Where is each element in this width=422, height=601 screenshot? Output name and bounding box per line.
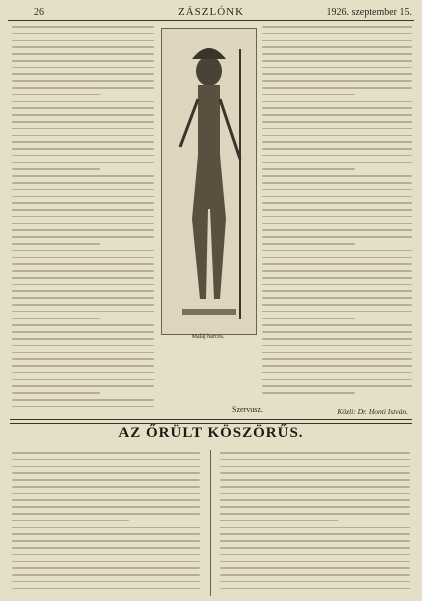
text-line-placeholder <box>12 141 154 143</box>
text-line-placeholder <box>12 250 154 252</box>
text-line-placeholder <box>12 148 154 150</box>
text-line-placeholder <box>262 311 412 313</box>
text-line-placeholder <box>12 399 154 401</box>
text-line-placeholder <box>220 486 410 488</box>
text-line-placeholder <box>220 452 410 454</box>
text-line-placeholder <box>262 101 412 103</box>
page-number: 26 <box>34 7 44 18</box>
text-line-placeholder <box>12 574 200 576</box>
text-line-placeholder <box>12 155 154 157</box>
text-line-placeholder <box>262 338 412 340</box>
text-line-placeholder <box>12 479 200 481</box>
text-column-bottom-right <box>220 452 410 594</box>
illustration-caption: Maláj harcos. <box>191 334 225 340</box>
text-line-placeholder <box>262 73 412 75</box>
text-line-placeholder <box>220 527 410 529</box>
text-line-placeholder <box>262 304 412 306</box>
text-line-placeholder <box>12 372 154 374</box>
text-line-placeholder <box>262 202 412 204</box>
text-line-placeholder <box>12 297 154 299</box>
text-line-placeholder <box>262 53 412 55</box>
text-line-placeholder <box>12 168 100 170</box>
text-line-placeholder <box>12 352 154 354</box>
text-line-placeholder <box>262 209 412 211</box>
text-line-placeholder <box>262 148 412 150</box>
text-line-placeholder <box>220 499 410 501</box>
text-line-placeholder <box>12 114 154 116</box>
text-line-placeholder <box>12 324 154 326</box>
text-line-placeholder <box>220 472 410 474</box>
text-line-placeholder <box>262 46 412 48</box>
text-line-placeholder <box>12 588 200 590</box>
text-line-placeholder <box>12 493 200 495</box>
text-line-placeholder <box>12 392 100 394</box>
warrior-figure-icon <box>162 29 256 334</box>
text-line-placeholder <box>12 486 200 488</box>
text-line-placeholder <box>220 561 410 563</box>
text-line-placeholder <box>262 121 412 123</box>
text-line-placeholder <box>220 506 410 508</box>
text-line-placeholder <box>220 459 410 461</box>
text-line-placeholder <box>12 162 154 164</box>
text-line-placeholder <box>12 101 154 103</box>
text-line-placeholder <box>262 135 412 137</box>
text-line-placeholder <box>12 527 200 529</box>
text-line-placeholder <box>262 365 412 367</box>
text-line-placeholder <box>12 561 200 563</box>
text-line-placeholder <box>220 574 410 576</box>
text-line-placeholder <box>262 392 355 394</box>
text-line-placeholder <box>12 189 154 191</box>
text-line-placeholder <box>262 352 412 354</box>
text-line-placeholder <box>220 513 410 515</box>
text-line-placeholder <box>262 26 412 28</box>
text-line-placeholder <box>12 459 200 461</box>
column-rule <box>210 450 211 596</box>
text-line-placeholder <box>220 567 410 569</box>
text-column-bottom-left <box>12 452 200 594</box>
text-line-placeholder <box>262 318 355 320</box>
text-line-placeholder <box>262 277 412 279</box>
text-line-placeholder <box>262 331 412 333</box>
text-line-placeholder <box>262 297 412 299</box>
text-line-placeholder <box>12 581 200 583</box>
text-line-placeholder <box>12 520 129 522</box>
text-line-placeholder <box>12 270 154 272</box>
text-line-placeholder <box>262 263 412 265</box>
text-line-placeholder <box>220 520 338 522</box>
text-line-placeholder <box>12 379 154 381</box>
text-line-placeholder <box>262 223 412 225</box>
running-header <box>8 6 414 21</box>
text-line-placeholder <box>262 358 412 360</box>
text-line-placeholder <box>12 554 200 556</box>
text-line-placeholder <box>12 345 154 347</box>
text-line-placeholder <box>262 114 412 116</box>
text-line-placeholder <box>12 406 154 408</box>
text-line-placeholder <box>220 540 410 542</box>
text-line-placeholder <box>12 80 154 82</box>
text-line-placeholder <box>12 128 154 130</box>
text-line-placeholder <box>12 547 200 549</box>
text-line-placeholder <box>12 209 154 211</box>
article-headline: AZ ŐRÜLT KÖSZÖRŰS. <box>118 425 304 441</box>
text-line-placeholder <box>12 567 200 569</box>
section-divider <box>10 419 412 424</box>
text-line-placeholder <box>12 290 154 292</box>
text-line-placeholder <box>262 372 412 374</box>
signoff: Szervusz. <box>232 405 263 414</box>
text-line-placeholder <box>220 554 410 556</box>
text-line-placeholder <box>12 311 154 313</box>
text-line-placeholder <box>12 40 154 42</box>
text-line-placeholder <box>12 196 154 198</box>
text-line-placeholder <box>262 236 412 238</box>
text-line-placeholder <box>262 155 412 157</box>
text-line-placeholder <box>12 94 100 96</box>
text-line-placeholder <box>262 94 355 96</box>
text-line-placeholder <box>12 216 154 218</box>
text-line-placeholder <box>12 243 100 245</box>
author-credit: Közli: Dr. Honti István. <box>337 407 408 416</box>
text-line-placeholder <box>262 107 412 109</box>
text-line-placeholder <box>12 263 154 265</box>
issue-date: 1926. szeptember 15. <box>326 7 412 18</box>
text-line-placeholder <box>262 40 412 42</box>
text-line-placeholder <box>262 196 412 198</box>
text-line-placeholder <box>220 581 410 583</box>
text-line-placeholder <box>262 175 412 177</box>
text-line-placeholder <box>12 26 154 28</box>
masthead: ZÁSZLÓNK <box>177 6 245 18</box>
text-line-placeholder <box>12 53 154 55</box>
text-line-placeholder <box>262 182 412 184</box>
text-line-placeholder <box>262 33 412 35</box>
text-line-placeholder <box>12 60 154 62</box>
text-line-placeholder <box>220 588 410 590</box>
text-line-placeholder <box>12 33 154 35</box>
text-line-placeholder <box>220 493 410 495</box>
text-line-placeholder <box>262 385 412 387</box>
text-line-placeholder <box>12 202 154 204</box>
text-line-placeholder <box>12 87 154 89</box>
text-line-placeholder <box>12 121 154 123</box>
text-line-placeholder <box>12 182 154 184</box>
text-line-placeholder <box>262 87 412 89</box>
text-line-placeholder <box>12 73 154 75</box>
text-line-placeholder <box>262 162 412 164</box>
text-line-placeholder <box>12 540 200 542</box>
text-line-placeholder <box>12 365 154 367</box>
text-line-placeholder <box>220 533 410 535</box>
text-line-placeholder <box>262 250 412 252</box>
text-line-placeholder <box>12 229 154 231</box>
text-line-placeholder <box>12 358 154 360</box>
text-line-placeholder <box>262 216 412 218</box>
text-line-placeholder <box>12 331 154 333</box>
text-line-placeholder <box>12 472 200 474</box>
text-line-placeholder <box>12 135 154 137</box>
text-line-placeholder <box>12 466 200 468</box>
text-line-placeholder <box>12 257 154 259</box>
text-line-placeholder <box>262 379 412 381</box>
text-line-placeholder <box>262 80 412 82</box>
text-line-placeholder <box>220 479 410 481</box>
text-line-placeholder <box>262 128 412 130</box>
text-line-placeholder <box>262 324 412 326</box>
text-line-placeholder <box>12 236 154 238</box>
text-line-placeholder <box>12 499 200 501</box>
text-line-placeholder <box>12 385 154 387</box>
text-line-placeholder <box>262 345 412 347</box>
text-line-placeholder <box>262 270 412 272</box>
text-line-placeholder <box>12 452 200 454</box>
text-line-placeholder <box>262 60 412 62</box>
text-column-top-left <box>12 26 154 413</box>
text-line-placeholder <box>220 547 410 549</box>
text-line-placeholder <box>262 284 412 286</box>
text-line-placeholder <box>262 141 412 143</box>
text-line-placeholder <box>262 67 412 69</box>
text-line-placeholder <box>12 318 100 320</box>
text-line-placeholder <box>262 243 355 245</box>
text-line-placeholder <box>12 175 154 177</box>
text-line-placeholder <box>12 533 200 535</box>
text-line-placeholder <box>12 223 154 225</box>
text-line-placeholder <box>12 107 154 109</box>
text-column-top-right <box>262 26 412 399</box>
text-line-placeholder <box>12 284 154 286</box>
text-line-placeholder <box>12 304 154 306</box>
warrior-illustration <box>161 28 257 335</box>
text-line-placeholder <box>220 466 410 468</box>
text-line-placeholder <box>262 290 412 292</box>
text-line-placeholder <box>12 46 154 48</box>
text-line-placeholder <box>262 189 412 191</box>
text-line-placeholder <box>12 513 200 515</box>
text-line-placeholder <box>12 338 154 340</box>
text-line-placeholder <box>262 168 355 170</box>
text-line-placeholder <box>12 67 154 69</box>
text-line-placeholder <box>262 257 412 259</box>
text-line-placeholder <box>262 229 412 231</box>
text-line-placeholder <box>12 277 154 279</box>
text-line-placeholder <box>12 506 200 508</box>
